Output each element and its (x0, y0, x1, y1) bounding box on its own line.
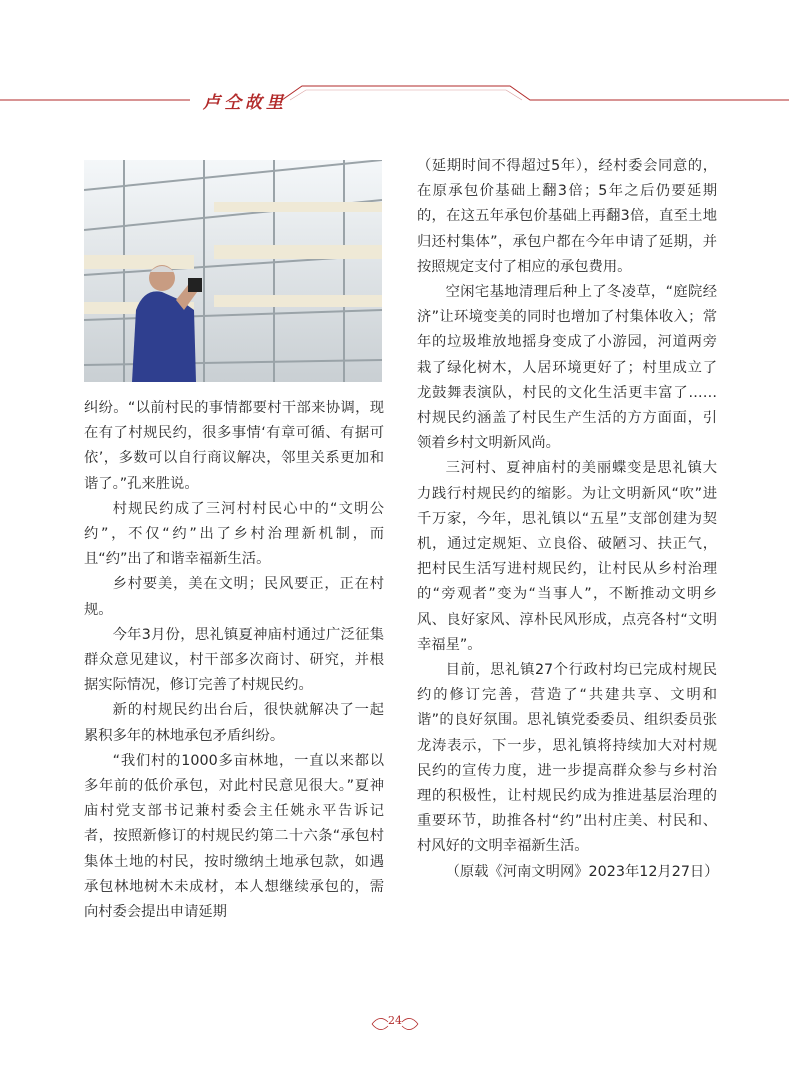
paragraph: 乡村要美，美在文明；民风要正，正在村规。 (84, 576, 384, 618)
paragraph: 今年3月份，思礼镇夏神庙村通过广泛征集群众意见建议，村干部多次商讨、研究，并根据实际情况，修订完善了村规民约。 (84, 626, 384, 694)
paragraph: 新的村规民约出台后，很快就解决了一起累积多年的林地承包矛盾纠纷。 (84, 702, 384, 744)
paragraph: 三河村、夏神庙村的美丽蝶变是思礼镇大力践行村规民约的缩影。为让文明新风“吹”进千万家，今年，思礼镇以“五星”支部创建为契机，通过定规矩、立良俗、破陋习、扶正气，把村民生活写进村规民约，让村民从乡村治理的“旁观者”变为“当事人”，不断推动文明乡风、良好家风、淳朴民风形成，点亮各村“文明幸福星”。 (417, 460, 717, 653)
paragraph: “我们村的1000多亩林地，一直以来都以多年前的低价承包，对此村民意见很大。”夏神庙村党支部书记兼村委会主任姚永平告诉记者，按照新修订的村规民约第二十六条“承包村集体土地的村民，按时缴纳土地承包款，如遇承包林地树木未成材，本人想继续承包的，需向村委会提出申请延期 (84, 752, 384, 921)
paragraph: （延期时间不得超过5年），经村委会同意的，在原承包价基础上翻3倍；5年之后仍要延期的，在这五年承包价基础上再翻3倍，直至土地归还村集体”，承包户都在今年申请了延期，并按照规定支付了相应的承包费用。 (417, 158, 717, 275)
greenhouse-photo (84, 160, 382, 382)
right-column (417, 154, 717, 885)
paragraph: 空闲宅基地清理后种上了冬凌草，“庭院经济”让环境变美的同时也增加了村集体收入；常年的垃圾堆放地摇身变成了小游园，河道两旁栽了绿化树木，人居环境更好了；村里成立了龙鼓舞表演队，村民的文化生活更丰富了……村规民约涵盖了村民生产生活的方方面面，引领着乡村文明新风尚。 (417, 284, 717, 452)
paragraph: 目前，思礼镇27个行政村均已完成村规民约的修订完善，营造了“共建共享、文明和谐”的良好氛围。思礼镇党委委员、组织委员张龙涛表示，下一步，思礼镇将持续加大对村规民约的宣传力度，进一步提高群众参与乡村治理的积极性，让村规民约成为推进基层治理的重要环节，助推各村“约”出村庄美、村民和、村风好的文明幸福新生活。 (417, 662, 717, 855)
section-title: 卢仝故里 (203, 93, 287, 113)
paragraph: 纠纷。“以前村民的事情都要村干部来协调，现在有了村规民约，很多事情‘有章可循、有据可依’，多数可以自行商议解决，邻里关系更加和谐了。”孔来胜说。 (84, 400, 384, 492)
left-column (84, 396, 384, 925)
source-citation: （原载《河南文明网》2023年12月27日） (445, 863, 719, 880)
paragraph: 村规民约成了三河村村民心中的“文明公约”，不仅“约”出了乡村治理新机制，而且“约”出了和谐幸福新生活。 (84, 500, 384, 568)
page-number: 24 (388, 1014, 402, 1027)
header-rule (0, 76, 789, 116)
